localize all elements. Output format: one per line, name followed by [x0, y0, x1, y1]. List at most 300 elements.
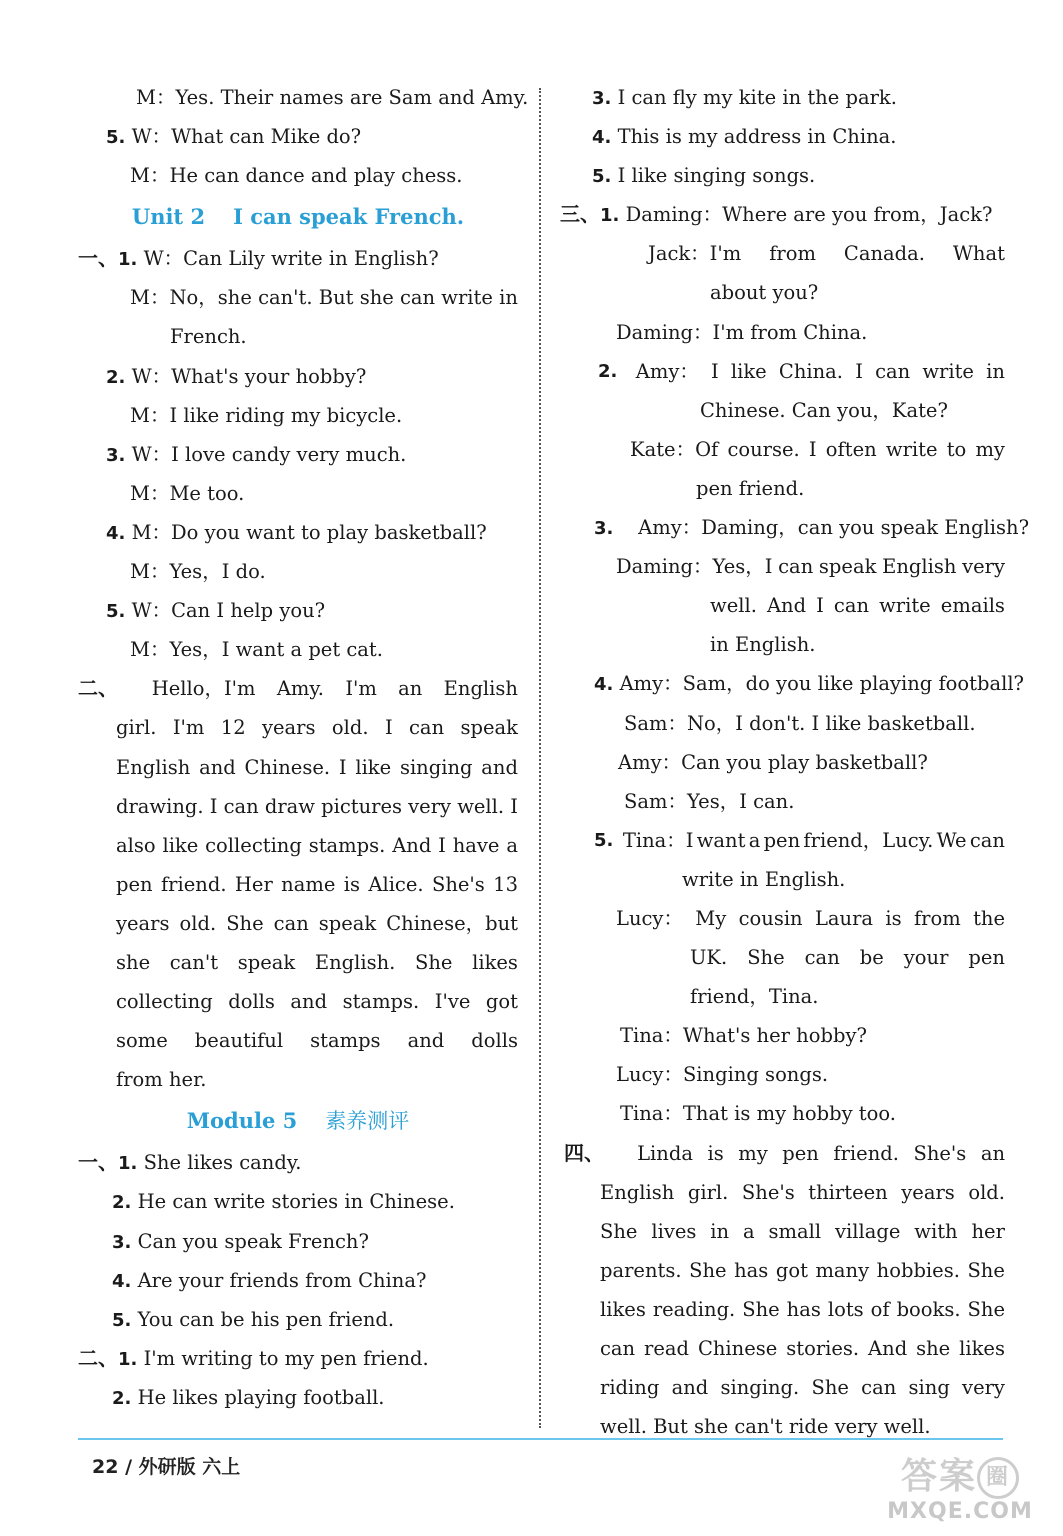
text-segment: can	[223, 794, 259, 818]
watermark-top-text: 答案	[900, 1456, 977, 1497]
text-line	[560, 704, 1005, 743]
text-line	[560, 1368, 1005, 1407]
text-segment: draw	[264, 794, 315, 818]
text-segment: I like singing songs.	[611, 164, 816, 188]
text-segment: friend，Tina.	[690, 985, 819, 1009]
text-line	[78, 278, 518, 317]
text-segment: she	[359, 286, 394, 310]
text-segment: I'm	[345, 677, 377, 701]
item-number: 2.	[598, 360, 618, 382]
watermark-circle-char: 圈	[977, 1457, 1019, 1499]
text-segment: can't.	[258, 286, 313, 310]
text-segment: I	[711, 359, 719, 383]
text-line	[78, 1378, 518, 1417]
text-segment: a	[506, 833, 518, 857]
text-segment: books.	[896, 1297, 961, 1321]
text-segment: She's	[913, 1141, 967, 1165]
text-segment: very	[408, 794, 452, 818]
text-segment: She	[689, 1258, 727, 1282]
section-marker: 四、	[564, 1140, 604, 1165]
text-segment: well.	[710, 594, 757, 618]
text-segment: can	[600, 1337, 636, 1360]
text-segment: with	[914, 1219, 958, 1243]
item-number: 2.	[112, 1387, 132, 1409]
text-segment: I'm	[172, 716, 205, 740]
text-segment: pen	[763, 828, 801, 852]
text-segment: I	[816, 594, 824, 618]
text-segment: my	[975, 437, 1005, 461]
text-segment: is	[885, 906, 902, 930]
text-segment: Lucy：	[616, 906, 683, 930]
heading-title: I can speak French.	[233, 204, 465, 230]
item-number: 1.	[118, 1153, 138, 1175]
text-segment: thirteen	[808, 1180, 888, 1204]
text-segment: English	[600, 1180, 675, 1204]
text-segment: Laura	[814, 906, 874, 930]
text-segment: pen	[968, 946, 1005, 970]
text-segment: M：Yes，I want a pet cat.	[130, 638, 383, 662]
text-segment: friend.	[160, 872, 227, 896]
text-segment: course.	[727, 437, 800, 461]
text-line	[78, 1060, 518, 1099]
text-line	[560, 273, 1005, 312]
text-line	[560, 313, 1005, 352]
text-segment: read	[644, 1337, 690, 1360]
text-segment: about you?	[710, 281, 819, 305]
text-line	[78, 474, 518, 513]
item-number: 3.	[106, 444, 126, 466]
text-segment: years	[901, 1180, 955, 1204]
text-segment: She	[742, 1297, 780, 1321]
text-segment: to	[946, 437, 967, 461]
text-segment: girl.	[687, 1180, 729, 1204]
text-segment: collecting	[205, 833, 302, 857]
text-segment: can	[969, 828, 1005, 852]
text-segment: is	[707, 1141, 724, 1165]
text-line	[78, 904, 518, 943]
text-segment: an	[398, 677, 423, 701]
text-segment: riding	[600, 1376, 660, 1400]
footer-separator: /	[125, 1456, 133, 1478]
text-line	[78, 1222, 518, 1261]
page-number: 22	[92, 1456, 119, 1478]
text-line	[560, 469, 1005, 508]
text-segment: W：What can Mike do?	[125, 125, 362, 149]
text-segment: pen friend.	[696, 476, 805, 500]
text-line	[78, 552, 518, 591]
item-number: 5.	[592, 166, 612, 188]
text-line	[560, 1094, 1005, 1133]
item-number: 5.	[112, 1309, 132, 1331]
text-segment: beautiful	[194, 1029, 284, 1053]
text-segment: We	[936, 828, 967, 852]
grade-label: 六上	[202, 1456, 241, 1478]
text-segment: stamps.	[342, 990, 420, 1014]
text-segment: Tina：I	[616, 828, 694, 852]
text-segment: like	[730, 359, 767, 383]
text-segment: Amy：Can you play basketball?	[618, 750, 928, 774]
text-line	[78, 317, 518, 356]
text-segment: got	[485, 990, 518, 1014]
text-segment: friend.	[833, 1141, 899, 1165]
text-segment: in English.	[710, 633, 816, 657]
text-segment: English	[443, 677, 518, 701]
text-segment: lots	[827, 1297, 864, 1321]
text-segment: She's	[431, 872, 485, 896]
text-segment: 12	[220, 716, 246, 740]
item-number: 5.	[106, 127, 126, 149]
text-line	[78, 513, 518, 552]
text-segment: Amy：Sam，do you like playing football?	[613, 672, 1025, 696]
text-segment: a	[748, 828, 761, 852]
text-segment: collecting	[116, 990, 213, 1014]
text-segment: This is my address in China.	[611, 125, 897, 149]
text-segment: He likes playing football.	[131, 1385, 385, 1409]
text-line	[560, 234, 1005, 273]
text-line	[78, 787, 518, 826]
text-segment: often	[825, 437, 877, 461]
text-segment: likes	[600, 1297, 646, 1321]
text-line	[78, 669, 518, 708]
text-line	[560, 1173, 1005, 1212]
text-line	[78, 982, 518, 1021]
item-number: 1.	[118, 1348, 138, 1370]
text-segment: singing.	[720, 1376, 800, 1400]
text-segment: in	[499, 286, 518, 310]
text-segment: Daming：Yes，I	[616, 555, 773, 579]
text-segment: She	[226, 911, 264, 935]
text-line	[560, 117, 1005, 156]
item-number: 4.	[594, 674, 614, 696]
item-number: 4.	[592, 127, 612, 149]
text-segment: And	[392, 833, 432, 857]
text-line	[560, 625, 1005, 664]
text-segment: I	[438, 833, 446, 857]
watermark-site-text: MXQE.COM	[887, 1499, 1033, 1524]
text-segment: and	[407, 1029, 445, 1053]
text-segment: I	[384, 716, 393, 740]
text-line	[560, 782, 1005, 821]
text-segment: Lucy：Singing songs.	[616, 1063, 829, 1087]
text-segment: has	[786, 1297, 821, 1321]
text-segment: I	[338, 755, 347, 779]
text-segment: my	[738, 1141, 768, 1165]
item-number: 4.	[106, 522, 126, 544]
text-segment: like	[355, 755, 392, 779]
text-line	[78, 357, 518, 396]
text-line	[560, 743, 1005, 782]
text-segment: Amy.	[276, 677, 325, 701]
text-segment: Chinese. Can you，Kate?	[700, 398, 948, 422]
text-segment: My	[695, 906, 727, 930]
text-segment: But	[318, 286, 354, 310]
text-segment: is	[343, 872, 360, 896]
text-line	[560, 860, 1005, 899]
text-segment: can	[400, 286, 436, 310]
text-segment: have	[452, 833, 500, 857]
section-heading	[78, 195, 518, 239]
text-segment: What	[952, 242, 1005, 266]
text-segment: Tina：That is my hobby too.	[620, 1102, 896, 1126]
text-segment: of	[870, 1297, 890, 1321]
text-segment: English	[882, 555, 957, 579]
text-segment: Amy：	[629, 359, 699, 383]
section-marker: 二、	[78, 676, 118, 701]
text-segment: write	[885, 437, 938, 461]
item-number: 1.	[118, 249, 138, 271]
item-number: 5.	[594, 829, 614, 851]
text-line	[560, 352, 1005, 391]
text-segment: M：Yes，I do.	[130, 560, 266, 584]
text-line	[78, 708, 518, 747]
text-segment: reading.	[652, 1297, 736, 1321]
text-segment: can	[778, 555, 814, 579]
item-number: 1.	[600, 205, 620, 227]
text-segment: Tina：What's her hobby?	[620, 1024, 867, 1048]
item-number: 3.	[592, 88, 612, 109]
text-segment: M：No，she	[130, 286, 252, 310]
text-segment: And	[868, 1337, 908, 1360]
text-segment: speak	[460, 716, 518, 740]
text-segment: old.	[331, 716, 369, 740]
text-segment: English.	[314, 950, 396, 974]
text-segment: pen	[116, 872, 153, 896]
text-segment: likes	[959, 1337, 1005, 1360]
text-segment: friend，Lucy.	[803, 828, 934, 852]
text-line	[560, 391, 1005, 430]
text-segment: China.	[778, 359, 844, 383]
section-marker: 二、	[78, 1345, 118, 1370]
edition-label: 外研版	[138, 1456, 196, 1478]
text-segment: UK.	[690, 946, 728, 970]
text-line	[560, 586, 1005, 625]
text-segment: She	[600, 1219, 638, 1243]
text-line	[78, 156, 518, 195]
text-segment: singing	[399, 755, 473, 779]
text-segment: Canada.	[843, 242, 925, 266]
text-segment: can't	[169, 950, 219, 974]
text-segment: pictures	[321, 794, 403, 818]
text-segment: And	[766, 594, 807, 618]
text-line	[78, 1143, 518, 1182]
text-segment: write in English.	[682, 867, 846, 891]
text-segment: small	[768, 1219, 822, 1243]
text-line	[560, 1212, 1005, 1251]
text-segment: drawing.	[116, 794, 204, 818]
text-segment: and	[290, 990, 328, 1014]
text-line	[78, 748, 518, 787]
text-segment: Sam：No，I don't. I like basketball.	[624, 711, 976, 735]
text-segment: cousin	[738, 906, 803, 930]
text-segment: stamps.	[308, 833, 386, 857]
text-segment: the	[973, 906, 1005, 930]
item-number: 4.	[112, 1270, 132, 1292]
text-segment: Hello，I'm	[139, 677, 256, 701]
text-segment: she	[116, 950, 151, 974]
text-segment: very	[962, 555, 1005, 579]
text-line	[560, 547, 1005, 586]
text-segment: W：What's your hobby?	[125, 364, 367, 388]
text-segment: in	[986, 359, 1005, 383]
page-footer	[92, 1452, 240, 1479]
text-segment: I	[808, 437, 817, 461]
text-line	[560, 1016, 1005, 1055]
text-segment: Chinese.	[244, 755, 331, 779]
footer-rule	[78, 1438, 1003, 1440]
text-segment: her	[971, 1219, 1005, 1243]
text-line	[78, 1182, 518, 1221]
item-number: 5.	[106, 601, 126, 623]
text-segment: I	[209, 794, 218, 818]
text-segment: write	[879, 594, 931, 618]
text-segment: and	[199, 755, 236, 779]
text-segment: lives	[651, 1219, 697, 1243]
text-segment: emails	[940, 594, 1005, 618]
text-line	[560, 1407, 1005, 1446]
text-segment: stamps	[310, 1029, 381, 1053]
text-segment: many	[815, 1258, 870, 1282]
text-segment: from	[769, 242, 816, 266]
text-segment: Kate：Of	[630, 437, 719, 461]
heading-label: Module 5	[186, 1108, 298, 1134]
text-segment: You can be his pen friend.	[131, 1307, 395, 1331]
section-heading	[78, 1099, 518, 1143]
text-line	[78, 1021, 518, 1060]
item-number: 2.	[106, 366, 126, 388]
text-line	[78, 591, 518, 630]
text-segment: She likes candy.	[137, 1151, 302, 1175]
text-line	[560, 195, 1005, 234]
text-segment: can	[804, 946, 840, 970]
text-segment: from her.	[116, 1068, 207, 1092]
text-segment: I can fly my kite in the park.	[611, 86, 897, 109]
text-segment: can	[861, 1376, 897, 1400]
text-segment: stories.	[786, 1337, 860, 1360]
text-line	[78, 1261, 518, 1300]
text-segment: speak	[318, 911, 377, 935]
right-column	[560, 78, 1030, 1446]
text-segment: Can you speak French?	[131, 1229, 369, 1253]
text-segment: Jack：I'm	[648, 242, 742, 266]
text-segment: M：Me too.	[130, 481, 245, 505]
text-segment: be	[859, 946, 884, 970]
text-segment: she	[916, 1337, 951, 1360]
section-marker: 一、	[78, 246, 118, 271]
text-segment: village	[835, 1219, 901, 1243]
text-segment: has	[734, 1258, 769, 1282]
text-segment: can	[273, 911, 309, 935]
text-segment: can	[833, 594, 870, 618]
text-line	[560, 1251, 1005, 1290]
text-segment: M：He can dance and play chess.	[130, 164, 463, 188]
text-segment: can	[875, 359, 911, 383]
text-line	[78, 396, 518, 435]
text-segment: in	[710, 1219, 730, 1243]
text-line	[560, 899, 1005, 938]
text-segment: dolls	[228, 990, 275, 1014]
text-segment: very	[962, 1376, 1005, 1400]
heading-label: Unit 2	[131, 204, 206, 230]
text-segment: Daming：I'm from China.	[616, 320, 868, 344]
text-segment: old.	[179, 911, 217, 935]
text-segment: write	[922, 359, 974, 383]
text-segment: pen	[782, 1141, 819, 1165]
text-segment: W：I love candy very much.	[125, 442, 407, 466]
text-segment: dolls	[471, 1029, 518, 1053]
text-line	[78, 239, 518, 278]
text-line	[560, 1055, 1005, 1094]
text-segment: Linda	[618, 1141, 693, 1165]
text-segment: years	[116, 911, 170, 935]
text-line	[560, 156, 1005, 195]
text-segment: likes	[472, 950, 518, 974]
text-segment: got	[775, 1258, 808, 1282]
text-segment: old.	[968, 1180, 1005, 1204]
watermark-logo	[880, 1448, 1040, 1524]
text-segment: I'm writing to my pen friend.	[137, 1346, 429, 1370]
text-line	[560, 508, 1030, 547]
text-segment: years	[262, 716, 316, 740]
text-line	[78, 435, 518, 474]
text-segment: write	[441, 286, 493, 310]
text-segment: She	[747, 946, 785, 970]
item-number: 3.	[594, 518, 614, 540]
item-number: 2.	[112, 1192, 132, 1214]
text-line	[78, 117, 518, 156]
text-segment: She	[414, 950, 453, 974]
text-line	[78, 1300, 518, 1339]
text-segment: Chinese	[697, 1337, 778, 1360]
text-segment: I	[855, 359, 863, 383]
text-segment: speak	[237, 950, 296, 974]
text-segment: Her	[234, 872, 273, 896]
heading-title: 素养测评	[325, 1109, 410, 1134]
text-line	[78, 865, 518, 904]
text-line	[560, 78, 1005, 117]
item-number: 3.	[112, 1231, 132, 1253]
text-segment: and	[481, 755, 518, 779]
section-marker: 一、	[78, 1150, 118, 1175]
text-segment: Alice.	[368, 872, 424, 896]
text-line	[560, 664, 1025, 703]
text-line	[78, 943, 518, 982]
section-marker: 三、	[560, 202, 600, 227]
text-segment: parents.	[600, 1258, 682, 1282]
text-segment: and	[671, 1376, 709, 1400]
text-segment: speak	[818, 555, 877, 579]
text-segment: Chinese，but	[386, 911, 518, 935]
text-segment: girl.	[116, 716, 157, 740]
text-segment: want	[696, 828, 746, 852]
text-segment: She's	[741, 1180, 795, 1204]
text-segment: English	[116, 755, 191, 779]
text-line	[78, 78, 529, 117]
text-segment: well.	[457, 794, 505, 818]
text-segment: hobbies.	[876, 1258, 960, 1282]
text-line	[78, 1339, 518, 1378]
text-segment: W：Can Lily write in English?	[137, 247, 439, 271]
text-line	[78, 630, 518, 669]
text-segment: Sam：Yes，I can.	[624, 789, 795, 813]
text-segment: can	[409, 716, 445, 740]
text-line	[560, 430, 1005, 469]
text-segment: sing	[908, 1376, 950, 1400]
text-line	[560, 1329, 1005, 1368]
text-segment: She	[811, 1376, 849, 1400]
text-line	[560, 1290, 1005, 1329]
text-segment: M：I like riding my bicycle.	[130, 403, 403, 427]
text-segment: Are your friends from China?	[131, 1268, 427, 1292]
